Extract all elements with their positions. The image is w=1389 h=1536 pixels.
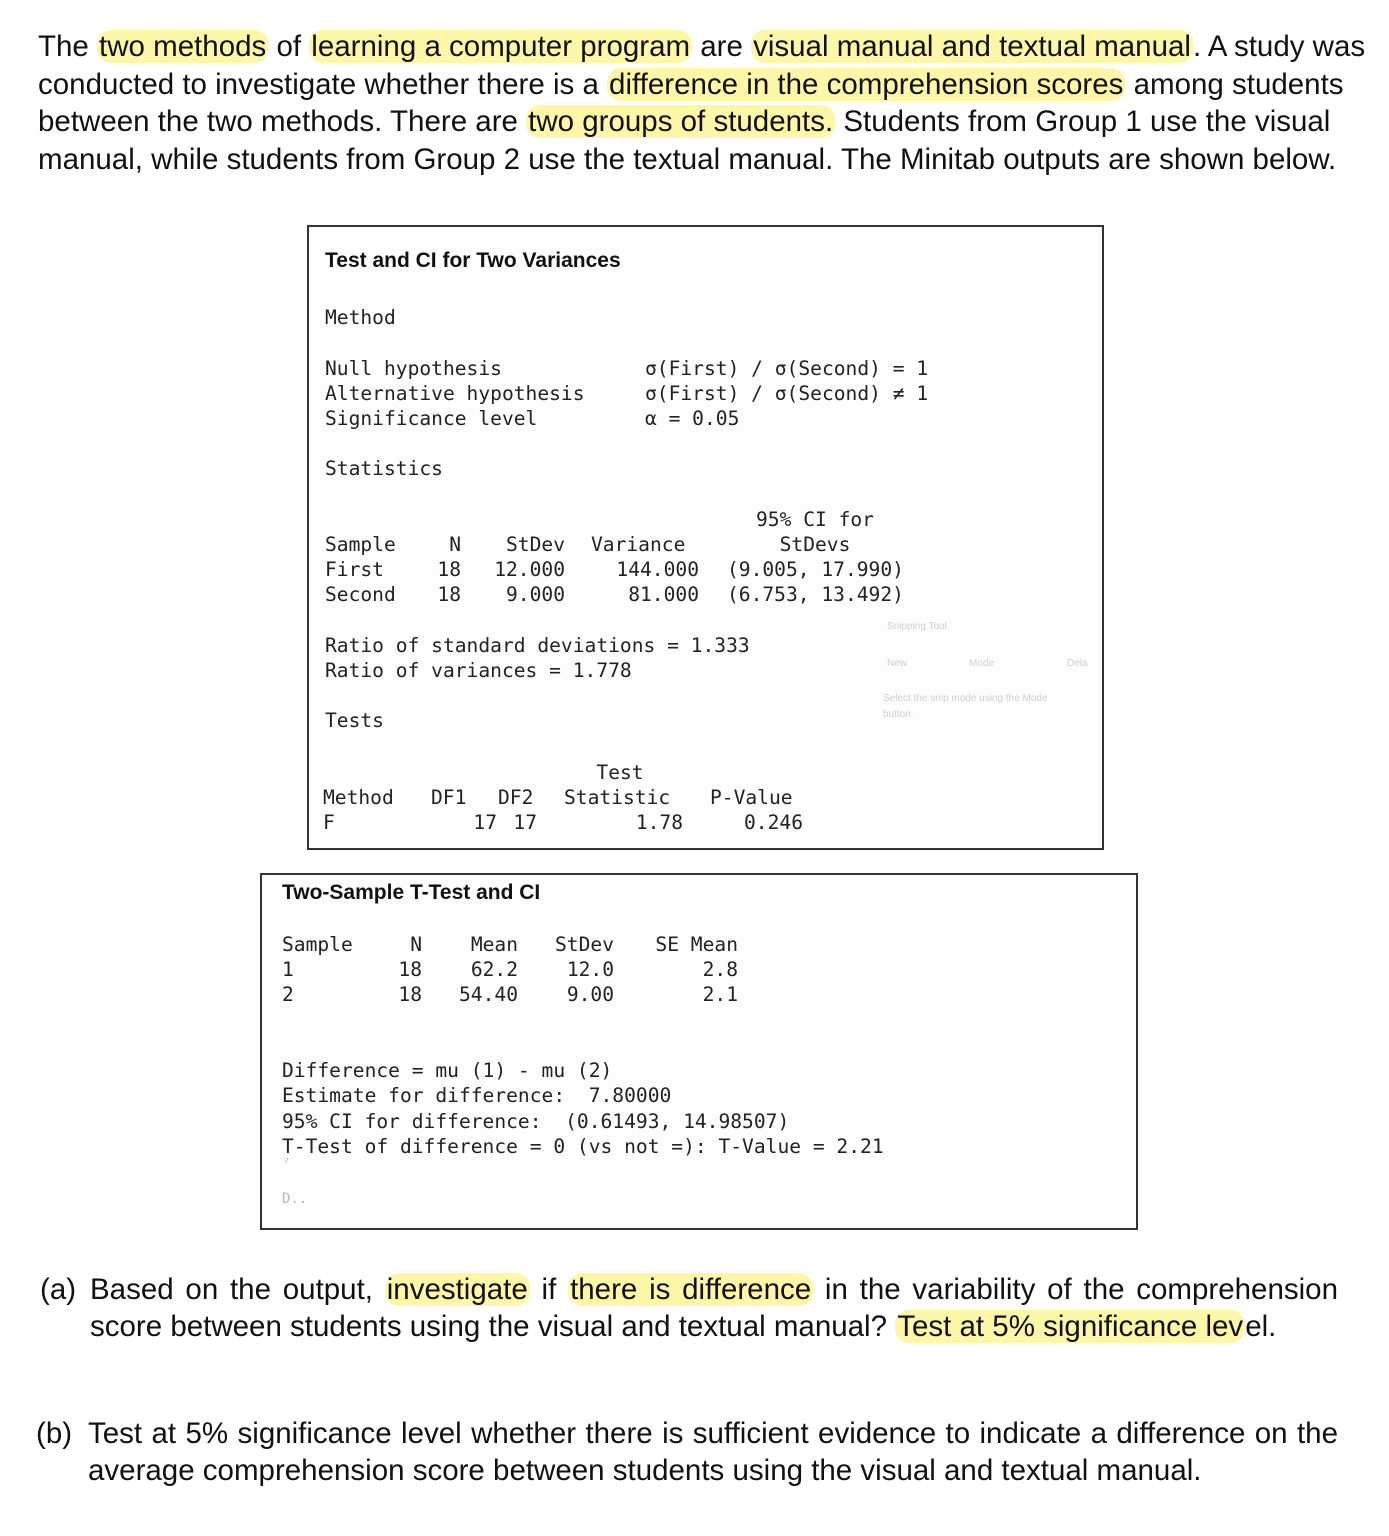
tests-header-stat-line2: Statistic bbox=[564, 786, 671, 809]
tests-row-df2: 17 bbox=[513, 811, 537, 834]
stats-row-variance: 81.000 bbox=[628, 583, 699, 606]
t-row-mean: 62.2 bbox=[470, 958, 518, 981]
question-text: Based on the output, bbox=[90, 1273, 385, 1306]
highlight: Test at 5% significance lev bbox=[897, 1309, 1244, 1343]
stats-row-ci: (6.753, 13.492) bbox=[727, 583, 904, 606]
question-text: in the variability of the comprehension score between students using the visual and textual manual? bbox=[90, 1273, 1338, 1343]
t-header-sample: Sample bbox=[282, 933, 353, 956]
stats-header-n: N bbox=[449, 533, 461, 556]
stats-header-variance: Variance bbox=[591, 533, 686, 556]
cut-off-line: ˀ bbox=[282, 1158, 291, 1174]
tests-header-df1: DF1 bbox=[431, 786, 467, 809]
ghost-instruction-2: button. bbox=[883, 709, 914, 720]
t-header-stdev: StDev bbox=[555, 933, 614, 956]
t-header-mean: Mean bbox=[470, 933, 518, 956]
tests-heading: Tests bbox=[325, 709, 384, 732]
alternative-hypothesis-label: Alternative hypothesis bbox=[325, 382, 585, 405]
difference-definition: Difference = mu (1) - mu (2) bbox=[282, 1059, 613, 1082]
t-test-result: T-Test of difference = 0 (vs not =): T-Value = 2.21 bbox=[282, 1135, 884, 1158]
ci-difference: 95% CI for difference: (0.61493, 14.98507) bbox=[282, 1110, 790, 1133]
question-text: el. bbox=[1245, 1309, 1277, 1343]
tests-row-stat: 1.78 bbox=[635, 811, 683, 834]
t-row-semean: 2.1 bbox=[702, 983, 738, 1006]
estimate-difference: Estimate for difference: 7.80000 bbox=[282, 1084, 672, 1107]
t-row-stdev: 9.00 bbox=[566, 983, 614, 1006]
stats-row-sample: Second bbox=[325, 583, 396, 606]
question-a-text bbox=[90, 1272, 1338, 1345]
t-row-n: 18 bbox=[398, 983, 422, 1006]
highlight: there is difference bbox=[570, 1273, 812, 1306]
ci-header-line1: 95% CI for bbox=[756, 508, 874, 531]
significance-level-value: α = 0.05 bbox=[645, 407, 740, 430]
highlight: difference in the comprehension scores bbox=[609, 67, 1124, 101]
t-row-sample: 2 bbox=[282, 983, 294, 1006]
ghost-overlay-title: Snipping Tool bbox=[887, 621, 947, 632]
t-header-n: N bbox=[410, 933, 422, 956]
tests-row-method: F bbox=[323, 811, 335, 834]
tests-header-stat-line1: Test bbox=[596, 761, 644, 784]
null-hypothesis-label: Null hypothesis bbox=[325, 357, 502, 380]
t-row-stdev: 12.0 bbox=[566, 958, 614, 981]
question-b bbox=[36, 1416, 1338, 1489]
intro-text: The bbox=[38, 30, 98, 63]
intro-text: are bbox=[692, 30, 752, 63]
null-hypothesis-value: σ(First) / σ(Second) = 1 bbox=[645, 357, 929, 380]
stats-header-sample: Sample bbox=[325, 533, 396, 556]
intro-text: . A study was conducted to investigate whether there is a bbox=[38, 30, 1366, 101]
stats-row-ci: (9.005, 17.990) bbox=[727, 558, 904, 581]
question-b-label: (b) bbox=[36, 1417, 73, 1450]
variance-test-title: Test and CI for Two Variances bbox=[325, 249, 621, 272]
tests-row-df1: 17 bbox=[473, 811, 497, 834]
stats-row-stdev: 12.000 bbox=[494, 558, 565, 581]
intro-text: among students between the two methods. There are bbox=[38, 67, 1344, 139]
highlight: visual manual and textual manual bbox=[753, 30, 1191, 63]
stats-row-n: 18 bbox=[437, 558, 461, 581]
alternative-hypothesis-value: σ(First) / σ(Second) ≠ 1 bbox=[645, 382, 929, 405]
stats-row-sample: First bbox=[325, 558, 384, 581]
statistics-heading: Statistics bbox=[325, 457, 443, 480]
t-row-semean: 2.8 bbox=[702, 958, 738, 981]
ghost-new: New bbox=[887, 658, 908, 669]
method-heading: Method bbox=[325, 306, 396, 329]
cut-off-line: D.. bbox=[282, 1191, 308, 1207]
question-b-text: Test at 5% significance level whether there is sufficient evidence to indicate a difference on the average comprehension score between students using the visual and textual manual. bbox=[88, 1417, 1338, 1487]
ghost-instruction: Select the snip mode using the Mode bbox=[883, 693, 1048, 704]
tests-header-df2: DF2 bbox=[498, 786, 534, 809]
t-test-output bbox=[260, 873, 1138, 1230]
stats-row-n: 18 bbox=[437, 583, 461, 606]
ratio-stdev: Ratio of standard deviations = 1.333 bbox=[325, 634, 750, 657]
t-header-semean: SE Mean bbox=[655, 933, 738, 956]
ratio-variances: Ratio of variances = 1.778 bbox=[325, 659, 632, 682]
variance-test-output bbox=[307, 225, 1104, 850]
ci-header-line2: StDevs bbox=[779, 533, 851, 556]
significance-level-label: Significance level bbox=[325, 407, 538, 430]
question-a bbox=[40, 1272, 1338, 1345]
intro-text: of bbox=[268, 30, 310, 63]
stats-row-stdev: 9.000 bbox=[506, 583, 565, 606]
question-text: if bbox=[529, 1273, 569, 1306]
tests-header-pvalue: P-Value bbox=[710, 786, 793, 809]
t-row-n: 18 bbox=[398, 958, 422, 981]
ghost-delay: Dela bbox=[1067, 658, 1088, 669]
highlight: two groups of students. bbox=[528, 105, 834, 139]
t-row-mean: 54.40 bbox=[459, 983, 518, 1006]
t-row-sample: 1 bbox=[282, 958, 294, 981]
ghost-mode: Mode bbox=[969, 658, 995, 669]
t-test-title: Two-Sample T-Test and CI bbox=[282, 881, 541, 904]
stats-row-variance: 144.000 bbox=[616, 558, 699, 581]
tests-row-pvalue: 0.246 bbox=[744, 811, 803, 834]
question-a-label: (a) bbox=[40, 1273, 77, 1306]
highlight: two methods bbox=[99, 30, 267, 63]
highlight: learning a computer program bbox=[311, 30, 691, 63]
intro-paragraph bbox=[38, 28, 1374, 178]
stats-header-stdev: StDev bbox=[506, 533, 565, 556]
tests-header-method: Method bbox=[323, 786, 394, 809]
highlight: investigate bbox=[386, 1273, 528, 1306]
intro-text: Students from Group 1 use the visual manual, while students from Group 2 use the textual manual. The Minitab outputs are shown below. bbox=[38, 105, 1337, 176]
